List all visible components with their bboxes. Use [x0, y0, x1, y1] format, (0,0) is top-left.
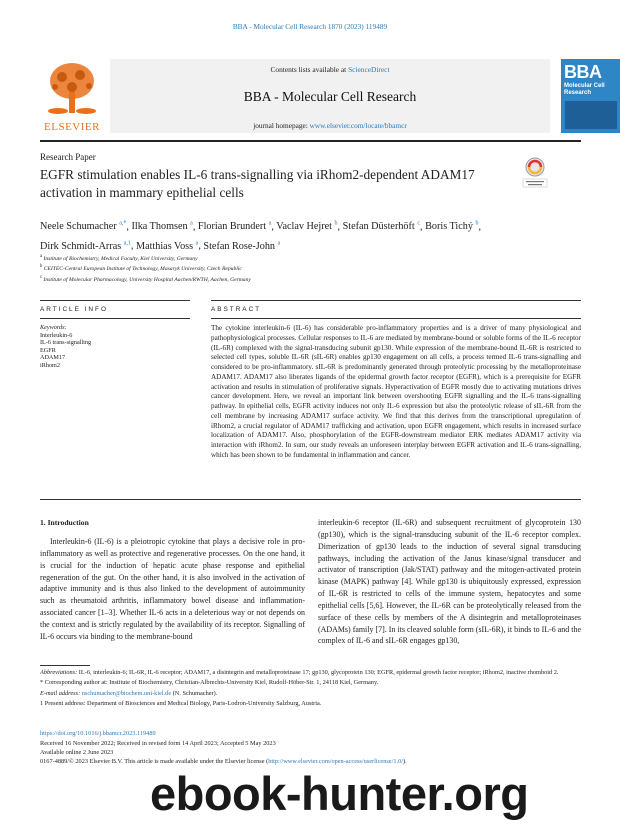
keyword: iRhom2: [40, 361, 60, 369]
author-list: Neele Schumacher $^{a,*}$, Ilka Thomsen $^a$, Florian Brundert $^a$, Vaclav Hejret $^b$, Stefan Düsterhöft $^c$, Boris Tichý $^b$, Dirk Schmidt-Arras $^{a,1}$, Matthias Voss $^a$, Stefan Rose-John $^a$: [40, 221, 482, 252]
abstract-rule-top: [211, 300, 581, 301]
article-type: Research Paper: [40, 152, 96, 162]
author[interactable]: Boris Tichý $^b$: [425, 221, 479, 233]
author[interactable]: Stefan Düsterhöft $^c$: [342, 221, 420, 233]
running-header: BBA - Molecular Cell Research 1870 (2023) 119489: [232, 22, 388, 31]
keywords: [40, 324, 190, 370]
affiliations: [40, 253, 580, 284]
footnotes: [40, 668, 581, 709]
cover-subtitle: Molecular Cell Research: [564, 83, 605, 96]
email-link[interactable]: nschumacher@biochem.uni-kiel.de: [81, 689, 172, 697]
journal-cover: [561, 59, 620, 133]
cover-title: BBA: [564, 62, 602, 82]
section-heading-introduction: 1. Introduction: [40, 518, 89, 527]
author[interactable]: Vaclav Hejret $^b$: [276, 221, 338, 233]
present-address-footnote: 1 Present address: Department of Biosciences and Medical Biology, Paris-Lodron-University Salzburg, Austria.: [40, 699, 322, 707]
journal-header: [40, 59, 605, 137]
footnote-rule: [40, 665, 90, 666]
sciencedirect-link[interactable]: ScienceDirect: [348, 65, 390, 74]
abstract-end-rule: [40, 499, 581, 500]
journal-title: BBA - Molecular Cell Research: [243, 89, 417, 104]
keywords-label: Keywords:: [40, 324, 67, 331]
publisher-logo-text: ELSEVIER: [44, 121, 100, 133]
contents-line: Contents lists available at ScienceDirect: [270, 65, 390, 74]
abstract-text: The cytokine interleukin-6 (IL-6) has considerable pro-inflammatory properties and is a driver of many physiological and pathophysiological processes. Cellular responses to IL-6 are mediated by membrane-bound or soluble forms of the IL-6 receptor (IL-6R) complexed with the signal-transducing subunit gp130. While expression of the membrane-bound IL-6R is restricted to selected cell types, soluble IL-6R (sIL-6R) enables gp130 engagement on all cells, a process termed IL-6 trans-signalling and considered to be pro-inflammatory. sIL-6R is predominantly generated through proteolytic processing by the metalloproteinase ADAM17. ADAM17 also liberates ligands of the epidermal growth factor receptor (EGFR), which is a prerequisite for EGFR activation and results in stimulation of proliferative signals. Hyperactivation of EGFR mostly due to activating mutations drives cancer development. Here, we reveal an important link between overshooting EGFR signalling and the IL-6 trans-signalling pathway. In epithelial cells, EGFR activity induces not only IL-6 expression but also the proteolytic release of sIL-6R from the cell membrane by increasing ADAM17 surface activity. We find that this derives from the transcriptional upregulation of iRhom2, a crucial regulator of ADAM17 trafficking and activation, upon EGFR engagement, which results in increased surface localization of ADAM17. Also, phosphorylation of the EGFR-downstream mediator ERK mediates ADAM17 activity via interaction with iRhom2. In sum, our study reveals an unforeseen interplay between EGFR activation and IL-6 trans-signalling, which has been shown to be fundamental in inflammation and cancer.: [211, 324, 581, 459]
author[interactable]: Ilka Thomsen $^a$: [131, 221, 193, 233]
homepage-link[interactable]: www.elsevier.com/locate/bbamcr: [309, 121, 407, 130]
article-info-rule-top: [40, 300, 190, 301]
keyword: ADAM17: [40, 354, 66, 362]
author[interactable]: Matthias Voss $^a$: [136, 240, 199, 252]
corresponding-author-footnote: * Corresponding author at: Institute of Biochemistry, Christian-Albrechts-University Kiel, Rudolf-Höber-Str. 1, 24118 Kiel, Germany.: [40, 679, 379, 687]
abbreviations-footnote: Abbreviations: IL-6, interleukin-6; IL-6R, IL-6 receptor; ADAM17, a disintegrin and metalloproteinase 17; gp130, glycoprotein 130; EGFR, epidermal growth factor receptor; iRhom2, inactive rhomboid 2.: [40, 669, 559, 676]
elsevier-logo: [40, 59, 104, 133]
author[interactable]: Florian Brundert $^a$: [197, 221, 272, 233]
watermark: ebook-hunter.org: [150, 767, 529, 820]
article-info-heading: ARTICLE INFO: [40, 306, 108, 313]
author[interactable]: Neele Schumacher $^{a,*}$: [40, 221, 127, 233]
author[interactable]: Stefan Rose-John $^a$: [203, 240, 281, 252]
doi-link[interactable]: https://doi.org/10.1016/j.bbamcr.2023.119489: [40, 730, 156, 737]
keyword: EGFR: [40, 346, 56, 354]
abstract-heading: ABSTRACT: [211, 306, 262, 313]
abstract-rule: [211, 318, 581, 319]
intro-paragraph-right: interleukin-6 receptor (IL-6R) and subsequent recruitment of glycoprotein 130 (gp130), which is the signal-transducing subunit of the IL-6 receptor complex. Dimerization of gp130 leads to the induction of several signal transducing pathways, including the activation of the Janus kinase/signal transducer and activator of transcription (Jak/STAT) pathway and the mitogen-activated protein kinase (MAPK) pathway [4]. While gp130 is ubiquitously expressed, expression of IL-6R is restricted to cells of the immune system, hepatocytes and some epithelial cells [5,6]. However, the IL-6R can be proteolytically released from the surface of these cells by members of the A disintegrin and metalloproteinases (ADAMs) family [7]. In its cleaved soluble form (sIL-6R), it binds to IL-6 and the complex of IL-6 and sIL-6R engages gp130,: [318, 518, 581, 646]
article-info-rule: [40, 318, 190, 319]
check-for-updates-icon[interactable]: [521, 156, 549, 188]
intro-paragraph-left: Interleukin-6 (IL-6) is a pleiotropic cytokine that plays a decisive role in pro-inflammatory as well as protective and regenerative processes. On the one hand, it is crucial for the induction of hepatic acute phase response and epithelial regeneration of the gut. On the other hand, it is also involved in the activation of adaptive immunity and is thus also linked to the development of autoimmunity such as rheumatoid arthritis, inflammatory bowel disease and inflammation-associated cancer [1–3]. Whether IL-6 acts in a deleterious way or not depends on the context and is strictly regulated by the availability of its receptor. Signalling of IL-6 occurs via binding to the membrane-bound: [40, 537, 305, 641]
cover-image: [565, 101, 617, 129]
affiliation: $^c$ Institute of Molecular Pharmacology, University Hospital Aachen/RWTH, Aachen, Germany: [40, 274, 251, 283]
email-footnote: E-mail address: nschumacher@biochem.uni-kiel.de (N. Schumacher).: [40, 689, 218, 697]
keyword: IL-6 trans-signalling: [40, 339, 92, 347]
article-title: EGFR stimulation enables IL-6 trans-signalling via iRhom2-dependent ADAM17 activation in mammary epithelial cells: [40, 167, 475, 200]
license-link[interactable]: http://www.elsevier.com/open-access/userlicense/1.0/: [268, 758, 403, 765]
article-dates: [40, 739, 581, 766]
journal-homepage: journal homepage: www.elsevier.com/locate/bbamcr: [253, 121, 407, 130]
affiliation: $^a$ Institute of Biochemistry, Medical Faculty, Kiel University, Germany: [40, 254, 198, 262]
keyword: Interleukin-6: [40, 331, 73, 339]
license-line: 0167-4889/© 2023 Elsevier B.V. This article is made available under the Elsevier license (http://www.elsevier.com/open-access/userlicense/1.0/).: [40, 758, 407, 765]
journal-box: [110, 59, 550, 133]
online-date: Available online 2 June 2023: [40, 749, 114, 756]
header-rule: [40, 140, 581, 142]
author[interactable]: Dirk Schmidt-Arras $^{a,1}$: [40, 240, 131, 252]
affiliation: $^b$ CEITEC-Central European Institute of Technology, Masaryk University, Czech Republic: [40, 264, 242, 273]
received-dates: Received 16 November 2022; Received in revised form 14 April 2023; Accepted 5 May 2023: [40, 740, 276, 747]
